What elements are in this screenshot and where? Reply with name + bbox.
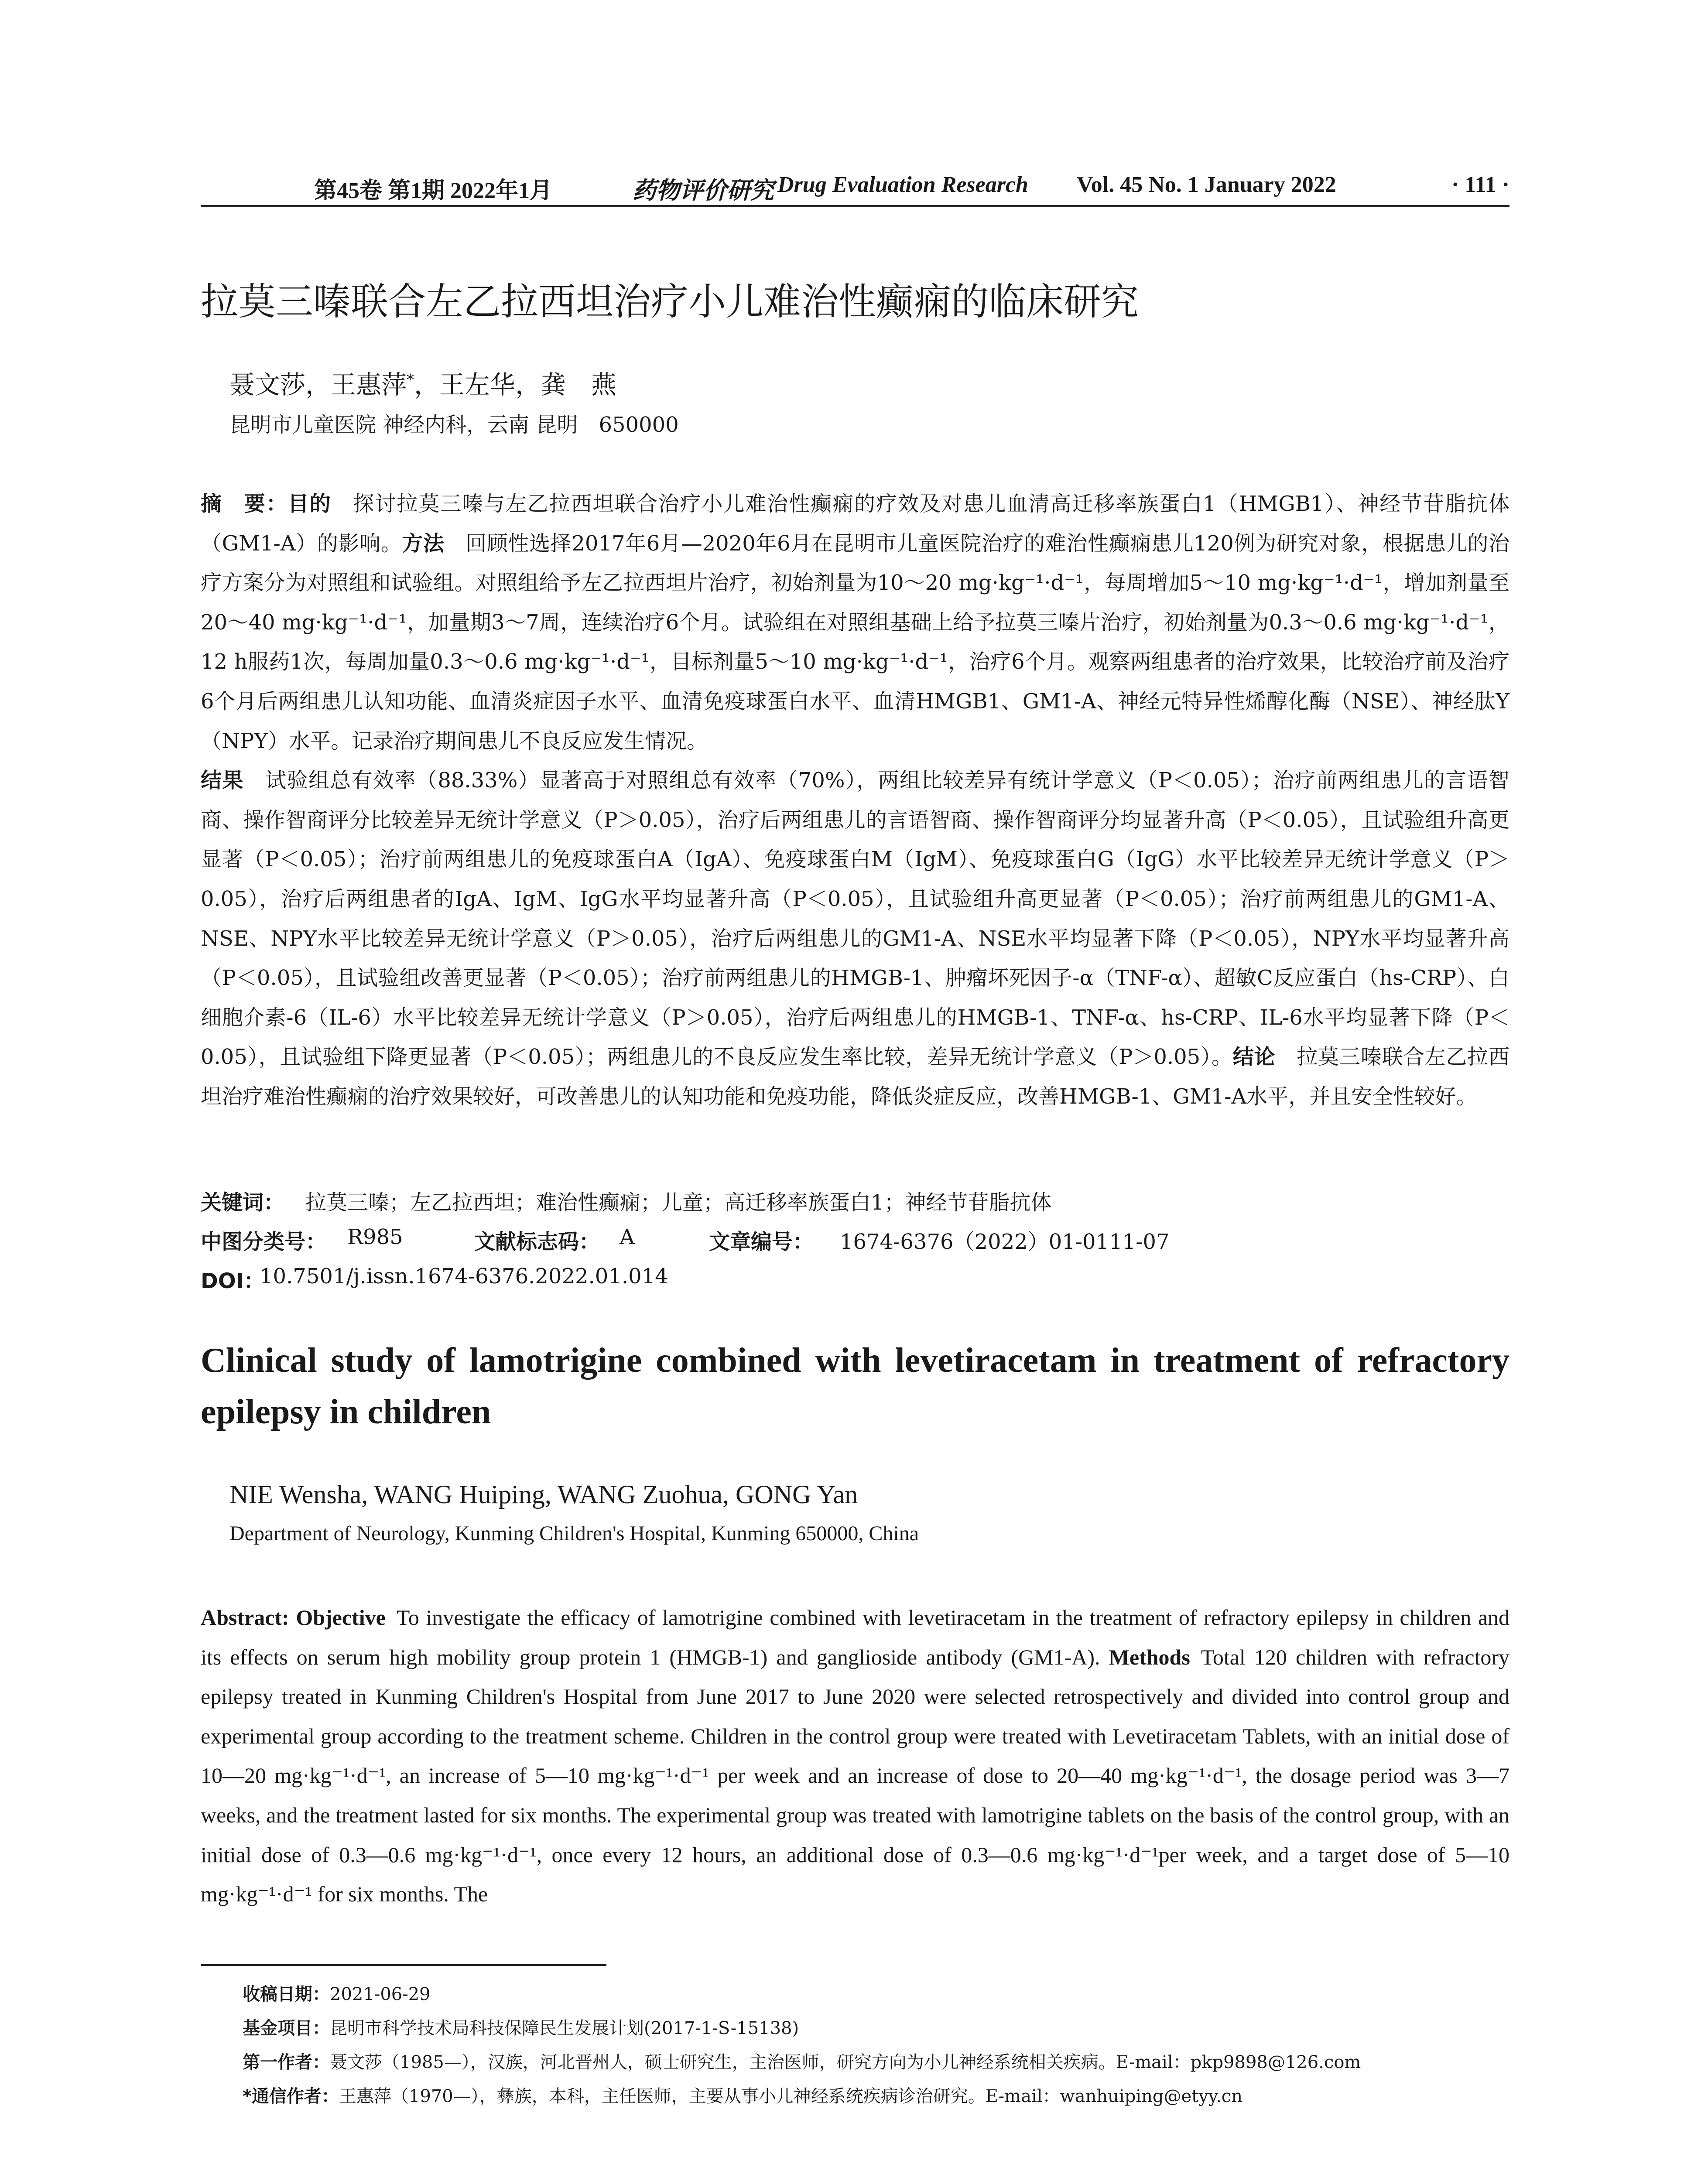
conclusion-cn: 拉莫三嗪联合左乙拉西坦治疗难治性癫痫的治疗效果较好，可改善患儿的认知功能和免疫功能，降低炎症反应，改善HMGB-1、GM1-A水平，并且安全性较好。 [201, 1045, 1509, 1109]
affiliation-cn: 昆明市儿童医院 神经内科，云南 昆明 650000 [229, 413, 679, 437]
abstract-en-label: Abstract: [201, 1605, 289, 1630]
corresponding-label: *通信作者： [243, 2086, 339, 2106]
authors-cn-rest: ，王左华，龚 燕 [414, 370, 617, 400]
objective-en-label: Objective [296, 1605, 386, 1630]
fund-value: 昆明市科学技术局科技保障民生发展计划(2017-1-S-15138) [330, 2018, 799, 2038]
footnote-received [243, 1980, 431, 2005]
objective-en: To investigate the efficacy of lamotrigine combined with levetiracetam in the treatment of refractory epilepsy in children and its effects on serum high mobility group protein 1 (HMGB-1) and ganglioside antibody (GM1-A). [201, 1605, 1510, 1669]
clc-value: R985 [347, 1225, 403, 1249]
clc-label: 中图分类号： [201, 1230, 327, 1254]
methods-cn: 回顾性选择2017年6月—2020年6月在昆明市儿童医院治疗的难治性癫痫患儿120例为研究对象，根据患儿的治疗方案分为对照组和试验组。对照组给予左乙拉西坦片治疗，初始剂量为10～20 mg·kg⁻¹·d⁻¹，每周增加5～10 mg·kg⁻¹·d⁻¹，增加剂量至20～40 mg·kg⁻¹·d⁻¹，加量期3～7周，连续治疗6个月。试验组在对照组基础上给予拉莫三嗪片治疗，初始剂量为0.3～0.6 mg·kg⁻¹·d⁻¹，12 h服药1次，每周加量0.3～0.6 mg·kg⁻¹·d⁻¹，目标剂量5～10 mg·kg⁻¹·d⁻¹，治疗6个月。观察两组患者的治疗效果，比较治疗前及治疗6个月后两组患儿认知功能、血清炎症因子水平、血清免疫球蛋白水平、血清HMGB1、GM1-A、神经元特异性烯醇化酶（NSE）、神经肽Y（NPY）水平。记录治疗期间患儿不良反应发生情况。 [201, 531, 1509, 753]
abstract-cn [201, 484, 1509, 1117]
fund-label: 基金项目： [243, 2018, 330, 2038]
article-value: 1674-6376（2022）01-0111-07 [840, 1230, 1170, 1254]
doc-label: 文献标志码： [474, 1230, 600, 1254]
authors-cn [229, 364, 616, 401]
issue-cn: 第45卷 第1期 2022年1月 [314, 178, 553, 203]
running-header [201, 162, 1509, 210]
objective-cn: 探讨拉莫三嗪与左乙拉西坦联合治疗小儿难治性癫痫的疗效及对患儿血清高迁移率族蛋白1（HMGB1）、神经节苷脂抗体（GM1-A）的影响。 [201, 492, 1509, 556]
title-cn: 拉莫三嗪联合左乙拉西坦治疗小儿难治性癫痫的临床研究 [201, 280, 1139, 324]
doi-label: DOI： [201, 1269, 265, 1293]
authors-en: NIE Wensha, WANG Huiping, WANG Zuohua, GONG Yan [229, 1480, 858, 1509]
doc-value: A [620, 1225, 635, 1249]
footnote-first-author [243, 2048, 1361, 2073]
corresponding-value: 王惠萍（1970—），彝族，本科，主任医师，主要从事小儿神经系统疾病诊治研究。E-mail：wanhuiping@etyy.cn [339, 2086, 1242, 2106]
authors-cn-first: 聂文莎，王惠萍 [229, 370, 407, 400]
footnote-fund [243, 2014, 799, 2039]
keywords-cn-value: 拉莫三嗪；左乙拉西坦；难治性癫痫；儿童；高迁移率族蛋白1；神经节苷脂抗体 [305, 1190, 1052, 1215]
keywords-cn-label: 关键词： [201, 1190, 285, 1215]
affiliation-en: Department of Neurology, Kunming Children's Hospital, Kunming 650000, China [229, 1522, 919, 1545]
methods-en-label: Methods [1109, 1644, 1190, 1669]
footnote-rule [201, 1964, 606, 1966]
journal-name-en: Drug Evaluation Research [777, 172, 1028, 197]
footnote-corresponding [243, 2082, 1242, 2107]
received-label: 收稿日期： [243, 1984, 330, 2004]
corresponding-mark: * [407, 371, 414, 389]
abstract-cn-label: 摘 要： [201, 492, 288, 516]
received-value: 2021-06-29 [330, 1984, 431, 2004]
header-rule [201, 205, 1509, 207]
article-label: 文章编号： [709, 1230, 814, 1254]
doi-value: 10.7501/j.issn.1674-6376.2022.01.014 [260, 1264, 668, 1289]
first-author-value: 聂文莎（1985—），汉族，河北晋州人，硕士研究生，主治医师，研究方向为小儿神经系统相关疾病。E-mail：pkp9898@126.com [330, 2052, 1361, 2072]
methods-en: Total 120 children with refractory epilepsy treated in Kunming Children's Hospital from June 2017 to June 2020 were selected retrospectively and divided into control group and experimental group according to the treatment scheme. Children in the control group were treated with Levetiracetam Tablets, with an initial dose of 10—20 mg·kg⁻¹·d⁻¹, an increase of 5—10 mg·kg⁻¹·d⁻¹ per week and an increase of dose to 20—40 mg·kg⁻¹·d⁻¹, the dosage period was 3—7 weeks, and the treatment lasted for six months. The experimental group was treated with lamotrigine tablets on the basis of the control group, with an initial dose of 0.3—0.6 mg·kg⁻¹·d⁻¹, once every 12 hours, an additional dose of 0.3—0.6 mg·kg⁻¹·d⁻¹per week, and a target dose of 5—10 mg·kg⁻¹·d⁻¹ for six months. The [201, 1644, 1510, 1907]
journal-logo: 药物评价研究 [633, 176, 774, 204]
title-en: Clinical study of lamotrigine combined with levetiracetam in treatment of refractory epilepsy in children [201, 1341, 1509, 1431]
classification-line [201, 1225, 1509, 1254]
results-cn: 试验组总有效率（88.33%）显著高于对照组总有效率（70%），两组比较差异有统计学意义（P＜0.05）；治疗前两组患儿的言语智商、操作智商评分比较差异无统计学意义（P＞0.05），治疗后两组患儿的言语智商、操作智商评分均显著升高（P＜0.05），且试验组升高更显著（P＜0.05）；治疗前两组患儿的免疫球蛋白A（IgA）、免疫球蛋白M（IgM）、免疫球蛋白G（IgG）水平比较差异无统计学意义（P＞0.05），治疗后两组患者的IgA、IgM、IgG水平均显著升高（P＜0.05），且试验组升高更显著（P＜0.05）；治疗前两组患儿的GM1-A、NSE、NPY水平比较差异无统计学意义（P＞0.05），治疗后两组患儿的GM1-A、NSE水平均显著下降（P＜0.05），NPY水平均显著升高（P＜0.05），且试验组改善更显著（P＜0.05）；治疗前两组患儿的HMGB-1、肿瘤坏死因子-α（TNF-α）、超敏C反应蛋白（hs-CRP）、白细胞介素-6（IL-6）水平比较差异无统计学意义（P＞0.05），治疗后两组患儿的HMGB-1、TNF-α、hs-CRP、IL-6水平均显著下降（P＜0.05），且试验组下降更显著（P＜0.05）；两组患儿的不良反应发生率比较，差异无统计学意义（P＞0.05）。 [201, 768, 1509, 1070]
objective-cn-label: 目的 [288, 492, 332, 516]
methods-cn-label: 方法 [402, 531, 445, 556]
conclusion-cn-label: 结论 [1232, 1045, 1276, 1070]
page-number: · 111 · [1451, 172, 1509, 197]
issue-en: Vol. 45 No. 1 January 2022 [1077, 172, 1336, 197]
abstract-en [201, 1598, 1509, 1914]
first-author-label: 第一作者： [243, 2052, 330, 2072]
results-cn-label: 结果 [201, 768, 244, 793]
